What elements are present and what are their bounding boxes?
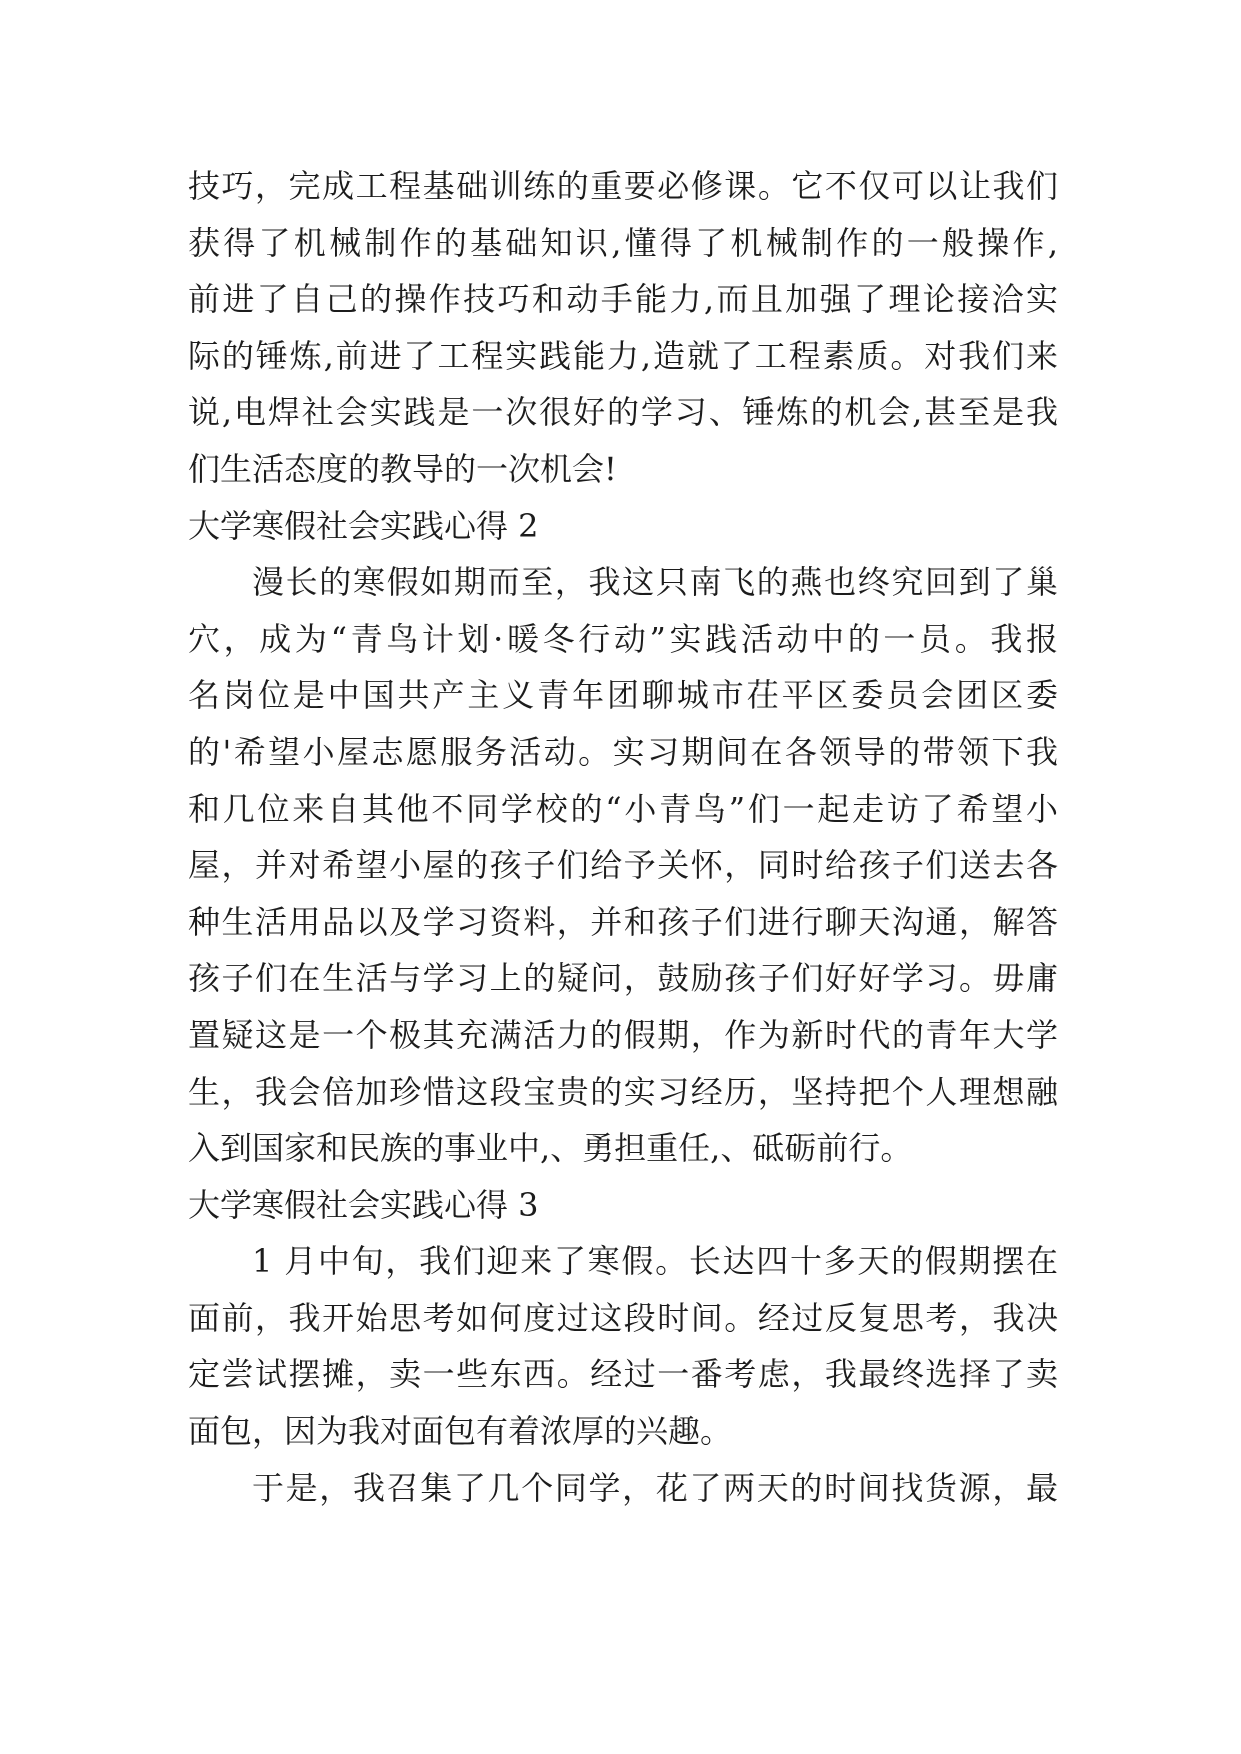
- paragraph-line: 技巧，完成工程基础训练的重要必修课。它不仅可以让我们: [188, 167, 1058, 205]
- paragraph-line: 名岗位是中国共产主义青年团聊城市茌平区委员会团区委: [188, 676, 1058, 715]
- paragraph-line: 前进了自己的操作技巧和动手能力,而且加强了理论接洽实: [188, 280, 1058, 319]
- section-heading: 大学寒假社会实践心得 3: [188, 1185, 539, 1224]
- paragraph-line: 和几位来自其他不同学校的“小青鸟”们一起走访了希望小: [188, 789, 1058, 828]
- paragraph-line: 穴，成为“青鸟计划·暖冬行动”实践活动中的一员。我报: [188, 619, 1058, 658]
- paragraph-line: 说,电焊社会实践是一次很好的学习、锤炼的机会,甚至是我: [188, 393, 1058, 432]
- document-body: [188, 158, 1058, 1516]
- paragraph-line: 际的锤炼,前进了工程实践能力,造就了工程素质。对我们来: [188, 336, 1058, 375]
- paragraph-line: 种生活用品以及学习资料，并和孩子们进行聊天沟通，解答: [188, 902, 1058, 941]
- paragraph-line: 孩子们在生活与学习上的疑问，鼓励孩子们好好学习。毋庸: [188, 959, 1058, 998]
- paragraph-line: 入到国家和民族的事业中,、勇担重任,、砥砺前行。: [188, 1129, 913, 1168]
- paragraph-line: 屋，并对希望小屋的孩子们给予关怀，同时给孩子们送去各: [188, 846, 1058, 885]
- paragraph-line: 的'希望小屋志愿服务活动。实习期间在各领导的带领下我: [188, 732, 1058, 771]
- paragraph-line: 定尝试摆摊，卖一些东西。经过一番考虑，我最终选择了卖: [188, 1355, 1058, 1394]
- paragraph-line: 面包，因为我对面包有着浓厚的兴趣。: [188, 1412, 733, 1451]
- paragraph-first-line: 漫长的寒假如期而至，我这只南飞的燕也终究回到了巢: [252, 563, 1058, 602]
- paragraph-first-line: 1 月中旬，我们迎来了寒假。长达四十多天的假期摆在: [252, 1242, 1058, 1281]
- paragraph-line: 生，我会倍加珍惜这段宝贵的实习经历，坚持把个人理想融: [188, 1072, 1058, 1111]
- paragraph-line: 置疑这是一个极其充满活力的假期，作为新时代的青年大学: [188, 1015, 1058, 1054]
- section-heading: 大学寒假社会实践心得 2: [188, 506, 539, 545]
- paragraph-first-line: 于是，我召集了几个同学，花了两天的时间找货源，最: [252, 1468, 1058, 1507]
- paragraph-line: 面前，我开始思考如何度过这段时间。经过反复思考，我决: [188, 1298, 1058, 1337]
- paragraph-line: 获得了机械制作的基础知识,懂得了机械制作的一般操作,: [188, 223, 1058, 262]
- paragraph-line: 们生活态度的教导的一次机会!: [188, 449, 617, 488]
